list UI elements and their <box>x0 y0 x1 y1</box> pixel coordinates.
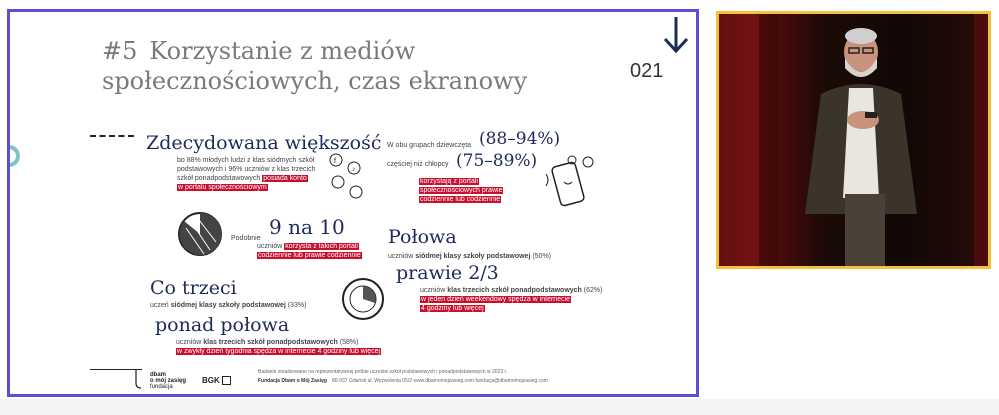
majority-line2: podstawowych i 96% uczniów z klas trzecich <box>177 166 316 173</box>
slide-title-number: #5 <box>102 37 138 65</box>
speaker-video <box>716 11 991 269</box>
one-third-line-pct: (33%) <box>285 302 307 309</box>
two-thirds-heading: prawie 2/3 <box>396 262 499 284</box>
circle-decoration <box>7 145 20 167</box>
svg-text:f: f <box>334 158 336 165</box>
dbam-logo-line1: dbam <box>150 372 167 378</box>
footer-note: Badanie zrealizowane na reprezentatywnej próbie uczniów szkół podstawowych i ponadpodstawowych w 2023 r. <box>258 369 508 375</box>
majority-line3-highlight: posiada konto <box>263 175 307 182</box>
dbam-logo-line3: fundacja <box>150 384 173 390</box>
two-thirds-text <box>420 286 602 313</box>
half-heading: Połowa <box>388 226 457 248</box>
svg-text:♪: ♪ <box>352 166 356 173</box>
majority-line4 <box>177 183 316 192</box>
pie-chart-doodle <box>176 210 224 258</box>
over-half-line-pct: (58%) <box>337 339 359 346</box>
arrow-down-icon <box>661 15 691 55</box>
footer-org: Fundacja Dbam o Mój Zasięg <box>258 378 327 384</box>
similarly-line2-highlight: codziennie lub prawie codziennie <box>258 252 361 259</box>
similarly-line-plain: uczniów <box>257 243 285 250</box>
half-line-plain: uczniów <box>388 253 416 260</box>
presentation-slide <box>7 9 699 397</box>
both-groups-highlight <box>419 177 503 204</box>
majority-line3 <box>177 174 316 183</box>
both-groups-hl2: społecznościowych prawie <box>420 187 503 194</box>
over-half-line-bold: klas trzecich szkół ponadpodstawowych <box>203 339 338 346</box>
clock-doodle <box>340 276 386 322</box>
similarly-text <box>257 242 362 260</box>
slide-number: 021 <box>630 60 664 82</box>
similarly-value: 9 na 10 <box>269 215 345 239</box>
footer-address: 80-937 Gdańsk ul. Wyzwolenia 05/2 www.dbamomojzasieg.com fundacja@dbamomojzasieg.com <box>332 378 548 384</box>
half-text <box>388 252 551 261</box>
majority-text <box>177 156 316 192</box>
girls-label: W obu grupach dziewczęta <box>387 142 472 149</box>
over-half-heading: ponad połowa <box>155 314 290 336</box>
bgk-logo <box>202 376 231 385</box>
over-half-text <box>176 338 381 356</box>
phone-doodle <box>544 154 598 212</box>
one-third-line-bold: siódmej klasy szkoły podstawowej <box>170 302 286 309</box>
two-thirds-hl2: 4 godziny lub więcej <box>421 305 484 312</box>
boys-label: częściej niż chłopcy <box>387 161 449 168</box>
one-third-heading: Co trzeci <box>150 277 237 299</box>
two-thirds-line-bold: klas trzecich szkół ponadpodstawowych <box>447 287 582 294</box>
over-half-line-plain: uczniów <box>176 339 204 346</box>
slide-title <box>102 36 527 96</box>
half-line-bold: siódmej klasy szkoły podstawowej <box>415 253 531 260</box>
similarly-label: Podobnie <box>231 235 261 242</box>
similarly-line-highlight: korzysta z takich portali <box>285 243 358 250</box>
majority-line4-highlight: w portalu społecznościowym <box>178 184 267 191</box>
girls-value: (88–94%) <box>479 129 561 149</box>
dbam-logo <box>150 372 186 390</box>
two-thirds-line-plain: uczniów <box>420 287 448 294</box>
hook-doodle <box>134 369 144 391</box>
two-thirds-line-pct: (62%) <box>581 287 603 294</box>
one-third-text <box>150 301 306 310</box>
dashed-line-decoration <box>90 135 134 137</box>
boys-value: (75–89%) <box>456 151 538 171</box>
both-groups-hl1: korzystają z portali <box>420 178 478 185</box>
bgk-logo-text: BGK <box>202 376 220 385</box>
slide-title-line2: społecznościowych, czas ekranowy <box>102 67 528 95</box>
slide-title-line1: Korzystanie z mediów <box>149 37 416 65</box>
majority-line3-plain: szkół ponadpodstawowych <box>177 175 263 182</box>
majority-heading: Zdecydowana większość <box>146 132 382 154</box>
one-third-line-plain: uczeń <box>150 302 171 309</box>
bgk-logo-square <box>222 376 231 385</box>
social-icons-doodle <box>324 152 364 202</box>
both-groups-hl3: codziennie lub codziennie <box>420 196 501 203</box>
over-half-hl1: w zwykły dzień tygodnia spędza w internecie 4 godziny lub więcej <box>177 348 381 355</box>
half-line-pct: (50%) <box>530 253 552 260</box>
majority-line1: bo 88% młodych ludzi z klas siódmych szkół <box>177 157 315 164</box>
speaker-figure <box>719 14 988 266</box>
two-thirds-hl1: w jeden dzień weekendowy spędza w internecie <box>421 296 571 303</box>
bottom-strip <box>0 399 999 415</box>
dbam-logo-line2: o mój zasięg <box>150 378 187 384</box>
